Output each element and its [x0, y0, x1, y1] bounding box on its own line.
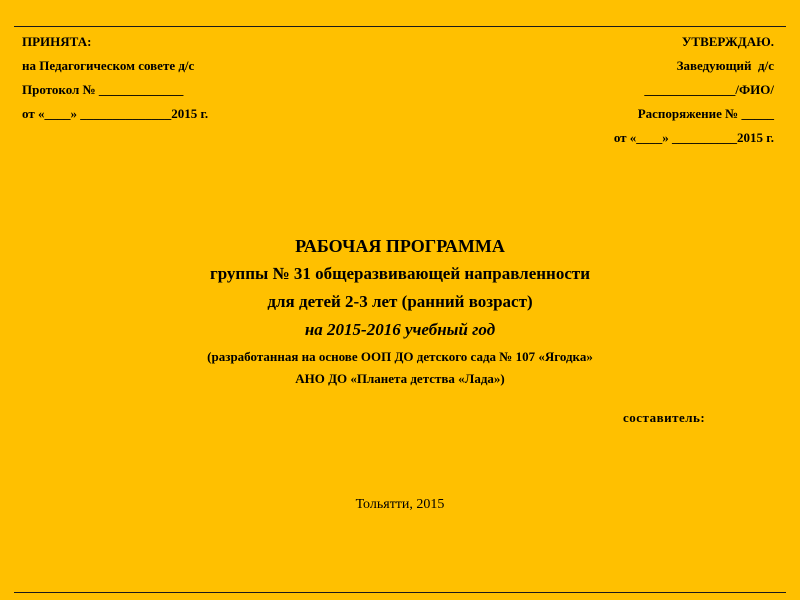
approved-heading: УТВЕРЖДАЮ.: [681, 34, 774, 49]
program-title-block: [0, 232, 800, 390]
compiler-label: составитель:: [623, 410, 706, 425]
program-year: на 2015-2016 учебный год: [304, 320, 496, 339]
program-basis: (разработанная на основе ООП ДО детского сада № 107 «Ягодка»: [207, 349, 593, 364]
accepted-heading: ПРИНЯТА:: [22, 34, 92, 49]
accepted-council: на Педагогическом совете д/с: [22, 58, 195, 73]
accepted-block: [22, 30, 208, 126]
accepted-date: от «____» ______________2015 г.: [22, 106, 209, 121]
program-org: АНО ДО «Планета детства «Лада»): [295, 371, 505, 386]
city-year: Тольятти, 2015: [355, 497, 445, 512]
approved-order: Распоряжение № _____: [637, 106, 774, 121]
bottom-divider: [14, 592, 786, 593]
program-title: РАБОЧАЯ ПРОГРАММА: [295, 236, 505, 256]
program-age: для детей 2-3 лет (ранний возраст): [267, 292, 533, 311]
approved-date: от «____» __________2015 г.: [613, 130, 774, 145]
approved-position: Заведующий д/с: [676, 58, 774, 73]
top-divider: [14, 26, 786, 27]
accepted-protocol: Протокол № _____________: [22, 82, 184, 97]
approved-block: [614, 30, 774, 150]
program-group: группы № 31 общеразвивающей направленности: [209, 264, 591, 283]
approved-signature: ______________/ФИО/: [644, 82, 774, 97]
